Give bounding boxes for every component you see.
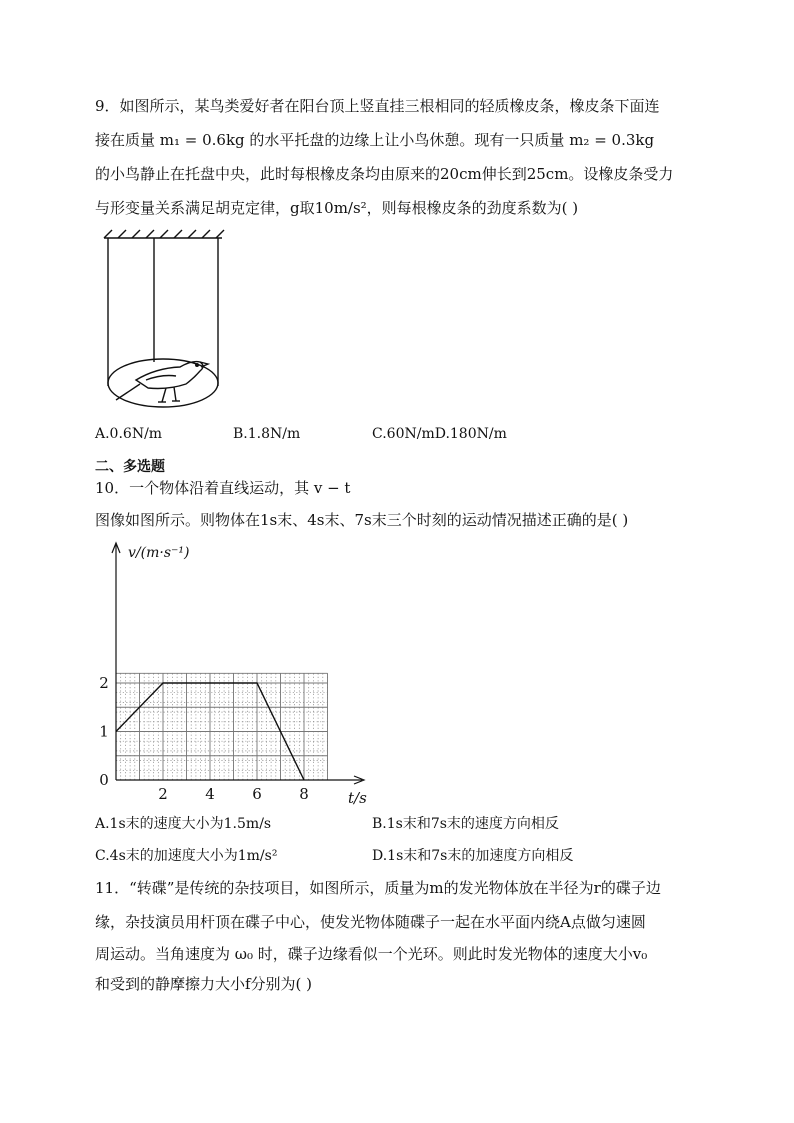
x-tick-label: 6 bbox=[252, 785, 262, 803]
q10-option-d[interactable]: D.1s末和7s末的加速度方向相反 bbox=[372, 848, 574, 864]
q9-option-a[interactable]: A.0.6N/m bbox=[95, 426, 163, 442]
q9-line-1: 9．如图所示，某鸟类爱好者在阳台顶上竖直挂三根相同的轻质橡皮条，橡皮条下面连 bbox=[95, 97, 660, 115]
q11-line-3: 周运动。当角速度为 ω₀ 时，碟子边缘看似一个光环。则此时发光物体的速度大小v₀ bbox=[95, 945, 648, 963]
x-tick-label: 2 bbox=[158, 785, 168, 803]
y-tick-label: 2 bbox=[99, 674, 109, 692]
y-tick-label: 1 bbox=[99, 722, 109, 741]
bird-tray-figure bbox=[96, 228, 232, 410]
q10-option-b[interactable]: B.1s末和7s末的速度方向相反 bbox=[372, 816, 559, 832]
x-tick-label: 4 bbox=[205, 785, 215, 803]
vt-chart bbox=[90, 535, 380, 805]
x-tick-label: 8 bbox=[299, 785, 309, 803]
y-axis-label: v/(m·s⁻¹) bbox=[128, 545, 190, 561]
q9-option-b[interactable]: B.1.8N/m bbox=[233, 426, 301, 442]
q9-line-3: 的小鸟静止在托盘中央，此时每根橡皮条均由原来的20cm伸长到25cm。设橡皮条受力 bbox=[95, 165, 674, 183]
y-tick-label: 0 bbox=[99, 771, 109, 789]
q10-line-2: 图像如图所示。则物体在1s末、4s末、7s末三个时刻的运动情况描述正确的是( ) bbox=[95, 511, 629, 529]
q9-line-4: 与形变量关系满足胡克定律，g取10m/s²，则每根橡皮条的劲度系数为( ) bbox=[95, 199, 579, 217]
q11-line-4: 和受到的静摩擦力大小f分别为( ) bbox=[95, 975, 313, 993]
q10-line-1: 10．一个物体沿着直线运动，其 v − t bbox=[95, 479, 351, 497]
q10-option-c[interactable]: C.4s末的加速度大小为1m/s² bbox=[95, 848, 278, 864]
x-axis-label: t/s bbox=[348, 789, 367, 805]
q11-line-2: 缘，杂技演员用杆顶在碟子中心，使发光物体随碟子一起在水平面内绕A点做匀速圆 bbox=[95, 913, 646, 931]
section-heading: 二、多选题 bbox=[95, 459, 165, 475]
q11-line-1: 11．“转碟”是传统的杂技项目，如图所示，质量为m的发光物体放在半径为r的碟子边 bbox=[95, 879, 661, 897]
q9-line-2: 接在质量 m₁ = 0.6kg 的水平托盘的边缘上让小鸟休憩。现有一只质量 m₂ = 0.3kg bbox=[95, 131, 655, 149]
q10-option-a[interactable]: A.1s末的速度大小为1.5m/s bbox=[95, 816, 272, 832]
q9-option-cd[interactable]: C.60N/mD.180N/m bbox=[372, 426, 507, 442]
